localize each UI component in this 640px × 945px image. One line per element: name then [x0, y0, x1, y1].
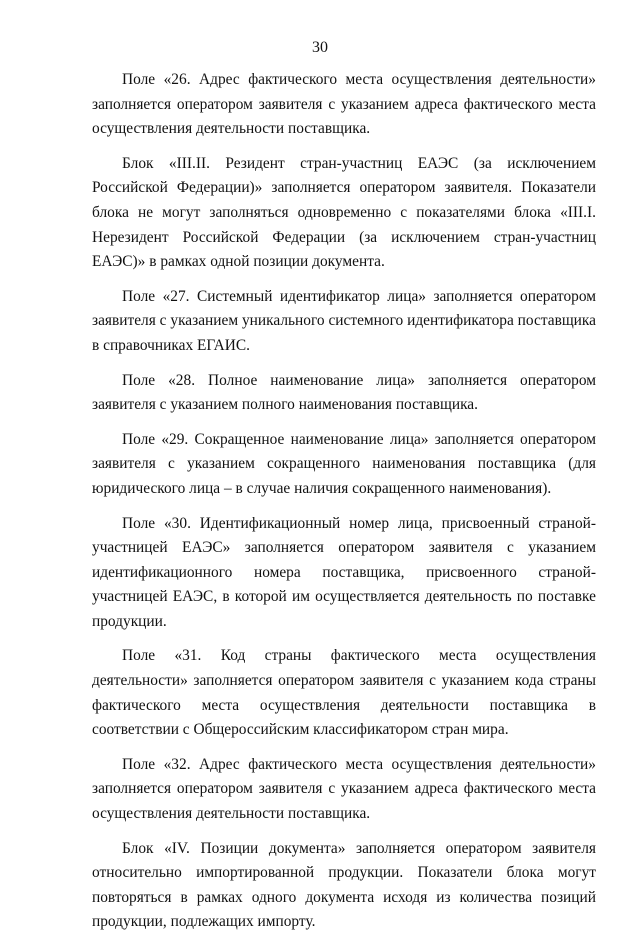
- paragraph-field-26: Поле «26. Адрес фактического места осуществления деятельности» заполняется оператором заявителя с указанием адреса фактического места осуществления деятельности поставщика.: [92, 71, 596, 138]
- page-number: 30: [312, 39, 328, 56]
- paragraph-field-31: Поле «31. Код страны фактического места осуществления деятельности» заполняется оператором заявителя с указанием кода страны фактического места осуществления деятельности поставщика в соответствии с Общероссийским классификатором стран мира.: [92, 647, 596, 739]
- paragraph-field-28: Поле «28. Полное наименование лица» заполняется оператором заявителя с указанием полного наименования поставщика.: [92, 371, 596, 414]
- paragraph-field-32: Поле «32. Адрес фактического места осуществления деятельности» заполняется оператором заявителя с указанием адреса фактического места осуществления деятельности поставщика.: [92, 755, 596, 823]
- paragraph-field-29: Поле «29. Сокращенное наименование лица» заполняется оператором заявителя с указанием сокращенного наименования поставщика (для юридического лица – в случае наличия сокращенного наименования).: [92, 430, 596, 497]
- paragraph-field-27: Поле «27. Системный идентификатор лица» заполняется оператором заявителя с указанием уникального системного идентификатора поставщика в справочниках ЕГАИС.: [92, 287, 596, 354]
- document-body: [92, 68, 596, 945]
- paragraph-block-3-2: Блок «III.II. Резидент стран-участниц ЕАЭС (за исключением Российской Федерации)» заполняется оператором заявителя. Показатели блока не могут заполняться одновременно с показателями блока «III.I. Нерезидент Российской Федерации (за исключением стран-участниц ЕАЭС)» в рамках одной позиции документа.: [92, 154, 596, 271]
- paragraph-block-4: Блок «IV. Позиции документа» заполняется оператором заявителя относительно импортированной продукции. Показатели блока могут повторяться в рамках одного документа исходя из количества позиций продукции, подлежащих импорту.: [92, 839, 596, 931]
- paragraph-field-30: Поле «30. Идентификационный номер лица, присвоенный страной-участницей ЕАЭС» заполняется оператором заявителя с указанием идентификационного номера поставщика, присвоенного страной-участницей ЕАЭС, в которой им осуществляется деятельность по поставке продукции.: [92, 514, 596, 630]
